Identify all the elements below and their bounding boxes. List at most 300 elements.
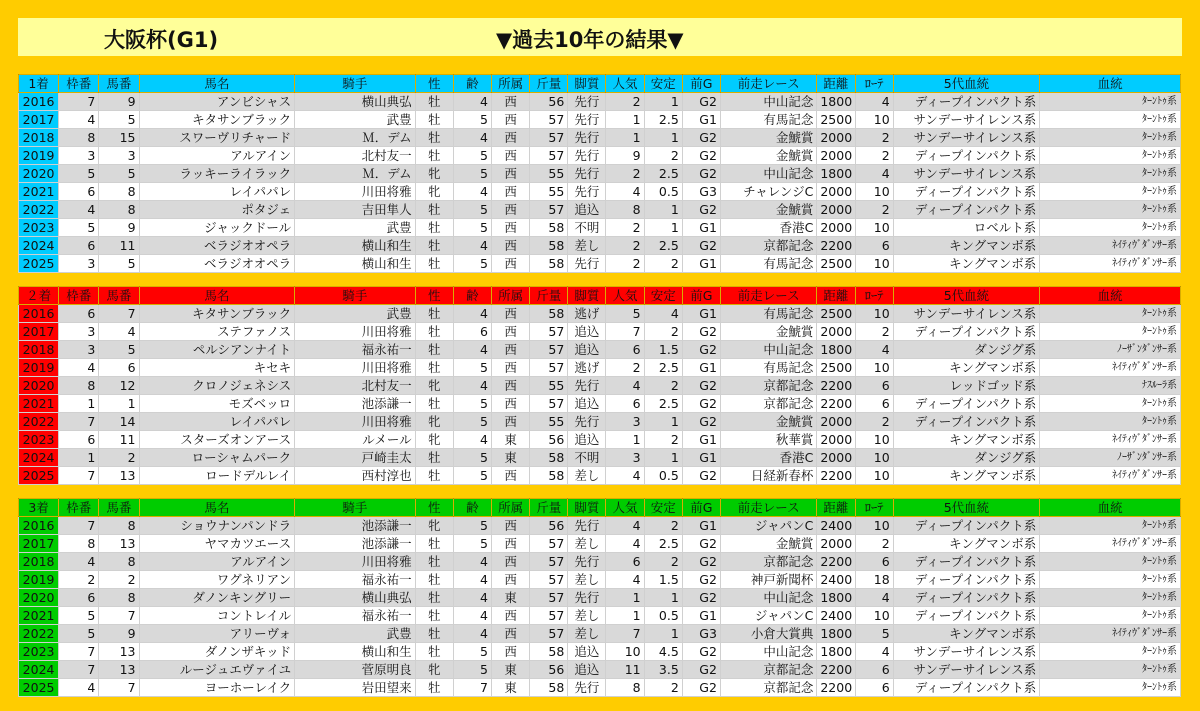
style-cell: 先行 [568, 147, 606, 165]
year-cell: 2020 [19, 165, 59, 183]
prev-race-cell: 神戸新聞杯 [720, 571, 816, 589]
sex-cell: 牡 [415, 305, 453, 323]
year-cell: 2022 [19, 625, 59, 643]
bloodline-cell: ﾀｰﾝﾄｩ系 [1040, 589, 1181, 607]
popularity-cell: 1 [606, 111, 644, 129]
popularity-cell: 4 [606, 183, 644, 201]
frame-cell: 2 [59, 571, 99, 589]
table-row [19, 147, 1181, 165]
year-cell: 2025 [19, 467, 59, 485]
column-header: 5代血統 [893, 287, 1040, 305]
popularity-cell: 8 [606, 679, 644, 697]
number-cell: 13 [99, 535, 139, 553]
popularity-cell: 2 [606, 93, 644, 111]
column-header: 距離 [817, 75, 855, 93]
rotation-cell: 4 [855, 93, 893, 111]
column-header: 距離 [817, 287, 855, 305]
column-header: ﾛｰﾃ [855, 287, 893, 305]
age-cell: 4 [453, 553, 491, 571]
bloodline-5gen-cell: キングマンボ系 [893, 535, 1040, 553]
horse-cell: ベラジオオペラ [139, 237, 295, 255]
style-cell: 先行 [568, 679, 606, 697]
distance-cell: 2200 [817, 661, 855, 679]
place-label: 1着 [19, 75, 59, 93]
results-heading: ▼過去10年の結果▼ [496, 28, 684, 52]
bloodline-5gen-cell: サンデーサイレンス系 [893, 305, 1040, 323]
bloodline-5gen-cell: サンデーサイレンス系 [893, 129, 1040, 147]
jockey-cell: 北村友一 [295, 377, 416, 395]
style-cell: 先行 [568, 377, 606, 395]
stability-cell: 1.5 [644, 571, 682, 589]
horse-cell: ポタジェ [139, 201, 295, 219]
stability-cell: 1 [644, 413, 682, 431]
bloodline-5gen-cell: キングマンボ系 [893, 625, 1040, 643]
sex-cell: 牡 [415, 93, 453, 111]
number-cell: 8 [99, 553, 139, 571]
weight-cell: 55 [530, 183, 568, 201]
prev-race-cell: 京都記念 [720, 237, 816, 255]
age-cell: 5 [453, 147, 491, 165]
style-cell: 差し [568, 535, 606, 553]
age-cell: 5 [453, 255, 491, 273]
rotation-cell: 10 [855, 431, 893, 449]
column-header: 人気 [606, 287, 644, 305]
frame-cell: 4 [59, 201, 99, 219]
age-cell: 5 [453, 643, 491, 661]
year-cell: 2020 [19, 377, 59, 395]
prev-race-cell: 京都記念 [720, 553, 816, 571]
rotation-cell: 2 [855, 147, 893, 165]
age-cell: 4 [453, 183, 491, 201]
frame-cell: 1 [59, 395, 99, 413]
popularity-cell: 3 [606, 413, 644, 431]
table-header [19, 499, 1181, 517]
prev-grade-cell: G1 [682, 255, 720, 273]
prev-race-cell: 中山記念 [720, 341, 816, 359]
year-cell: 2016 [19, 93, 59, 111]
frame-cell: 7 [59, 661, 99, 679]
results-table-1st [18, 74, 1181, 273]
bloodline-cell: ﾀｰﾝﾄｩ系 [1040, 607, 1181, 625]
bloodline-cell: ﾀｰﾝﾄｩ系 [1040, 553, 1181, 571]
column-header: 馬名 [139, 75, 295, 93]
jockey-cell: ルメール [295, 431, 416, 449]
jockey-cell: 武豊 [295, 219, 416, 237]
sex-cell: 牡 [415, 201, 453, 219]
style-cell: 先行 [568, 129, 606, 147]
bloodline-cell: ﾀｰﾝﾄｩ系 [1040, 147, 1181, 165]
bloodline-5gen-cell: サンデーサイレンス系 [893, 643, 1040, 661]
number-cell: 2 [99, 449, 139, 467]
stability-cell: 2.5 [644, 237, 682, 255]
sex-cell: 牡 [415, 129, 453, 147]
year-cell: 2023 [19, 219, 59, 237]
style-cell: 先行 [568, 255, 606, 273]
popularity-cell: 8 [606, 201, 644, 219]
stability-cell: 2 [644, 517, 682, 535]
year-cell: 2024 [19, 449, 59, 467]
weight-cell: 57 [530, 589, 568, 607]
table-row [19, 589, 1181, 607]
distance-cell: 2000 [817, 219, 855, 237]
stable-cell: 東 [492, 589, 530, 607]
prev-grade-cell: G1 [682, 607, 720, 625]
column-header: 性 [415, 287, 453, 305]
sex-cell: 牝 [415, 377, 453, 395]
number-cell: 1 [99, 395, 139, 413]
number-cell: 13 [99, 467, 139, 485]
weight-cell: 57 [530, 111, 568, 129]
prev-grade-cell: G3 [682, 625, 720, 643]
column-header: 斤量 [530, 499, 568, 517]
style-cell: 差し [568, 237, 606, 255]
bloodline-5gen-cell: ディープインパクト系 [893, 413, 1040, 431]
sex-cell: 牡 [415, 323, 453, 341]
horse-cell: ダノンキングリー [139, 589, 295, 607]
frame-cell: 1 [59, 449, 99, 467]
number-cell: 9 [99, 625, 139, 643]
style-cell: 差し [568, 625, 606, 643]
frame-cell: 4 [59, 359, 99, 377]
horse-cell: ベラジオオペラ [139, 255, 295, 273]
horse-cell: キタサンブラック [139, 305, 295, 323]
horse-cell: コントレイル [139, 607, 295, 625]
table-row [19, 359, 1181, 377]
year-cell: 2018 [19, 553, 59, 571]
year-cell: 2023 [19, 643, 59, 661]
bloodline-cell: ﾈｲﾃｨｳﾞﾀﾞﾝｻｰ系 [1040, 535, 1181, 553]
table-row [19, 449, 1181, 467]
number-cell: 11 [99, 431, 139, 449]
table-row [19, 93, 1181, 111]
results-table-2nd [18, 286, 1181, 485]
number-cell: 2 [99, 571, 139, 589]
stability-cell: 2 [644, 255, 682, 273]
popularity-cell: 1 [606, 431, 644, 449]
column-header: 枠番 [59, 287, 99, 305]
rotation-cell: 10 [855, 305, 893, 323]
bloodline-cell: ﾀｰﾝﾄｩ系 [1040, 679, 1181, 697]
bloodline-5gen-cell: ディープインパクト系 [893, 679, 1040, 697]
style-cell: 不明 [568, 219, 606, 237]
number-cell: 13 [99, 643, 139, 661]
jockey-cell: 西村淳也 [295, 467, 416, 485]
style-cell: 追込 [568, 201, 606, 219]
bloodline-cell: ﾀｰﾝﾄｩ系 [1040, 413, 1181, 431]
rotation-cell: 10 [855, 449, 893, 467]
age-cell: 5 [453, 467, 491, 485]
jockey-cell: 池添謙一 [295, 535, 416, 553]
bloodline-cell: ﾀｰﾝﾄｩ系 [1040, 219, 1181, 237]
sex-cell: 牡 [415, 147, 453, 165]
distance-cell: 2400 [817, 607, 855, 625]
popularity-cell: 2 [606, 219, 644, 237]
weight-cell: 58 [530, 643, 568, 661]
number-cell: 14 [99, 413, 139, 431]
style-cell: 逃げ [568, 305, 606, 323]
horse-cell: レイパパレ [139, 413, 295, 431]
stability-cell: 0.5 [644, 607, 682, 625]
horse-cell: ルージュエヴァイユ [139, 661, 295, 679]
bloodline-5gen-cell: キングマンボ系 [893, 255, 1040, 273]
prev-race-cell: 中山記念 [720, 643, 816, 661]
jockey-cell: 福永祐一 [295, 607, 416, 625]
prev-race-cell: 金鯱賞 [720, 413, 816, 431]
bloodline-cell: ﾀｰﾝﾄｩ系 [1040, 323, 1181, 341]
frame-cell: 7 [59, 413, 99, 431]
age-cell: 5 [453, 165, 491, 183]
horse-cell: ショウナンパンドラ [139, 517, 295, 535]
age-cell: 4 [453, 589, 491, 607]
prev-grade-cell: G1 [682, 517, 720, 535]
distance-cell: 1800 [817, 643, 855, 661]
prev-race-cell: 金鯱賞 [720, 129, 816, 147]
popularity-cell: 5 [606, 305, 644, 323]
stability-cell: 4.5 [644, 643, 682, 661]
distance-cell: 2000 [817, 449, 855, 467]
weight-cell: 57 [530, 323, 568, 341]
bloodline-cell: ﾀｰﾝﾄｩ系 [1040, 643, 1181, 661]
horse-cell: アルアイン [139, 147, 295, 165]
rotation-cell: 2 [855, 413, 893, 431]
bloodline-cell: ﾀｰﾝﾄｩ系 [1040, 183, 1181, 201]
frame-cell: 6 [59, 183, 99, 201]
horse-cell: ヨーホーレイク [139, 679, 295, 697]
column-header: 騎手 [295, 499, 416, 517]
sex-cell: 牝 [415, 413, 453, 431]
sex-cell: 牡 [415, 395, 453, 413]
bloodline-cell: ﾀｰﾝﾄｩ系 [1040, 305, 1181, 323]
rotation-cell: 10 [855, 607, 893, 625]
sex-cell: 牡 [415, 679, 453, 697]
prev-race-cell: 金鯱賞 [720, 535, 816, 553]
popularity-cell: 4 [606, 571, 644, 589]
prev-race-cell: 中山記念 [720, 589, 816, 607]
table-row [19, 377, 1181, 395]
stability-cell: 2.5 [644, 535, 682, 553]
stable-cell: 西 [492, 93, 530, 111]
weight-cell: 56 [530, 661, 568, 679]
rotation-cell: 6 [855, 395, 893, 413]
distance-cell: 2200 [817, 553, 855, 571]
age-cell: 4 [453, 129, 491, 147]
sex-cell: 牡 [415, 607, 453, 625]
age-cell: 4 [453, 341, 491, 359]
year-cell: 2018 [19, 341, 59, 359]
rotation-cell: 4 [855, 643, 893, 661]
column-header: 馬番 [99, 287, 139, 305]
year-cell: 2017 [19, 323, 59, 341]
age-cell: 4 [453, 607, 491, 625]
prev-grade-cell: G2 [682, 129, 720, 147]
jockey-cell: 戸崎圭太 [295, 449, 416, 467]
title-banner [18, 18, 1182, 56]
age-cell: 4 [453, 571, 491, 589]
bloodline-5gen-cell: サンデーサイレンス系 [893, 661, 1040, 679]
stable-cell: 西 [492, 341, 530, 359]
stability-cell: 1 [644, 449, 682, 467]
age-cell: 6 [453, 323, 491, 341]
column-header: 齢 [453, 287, 491, 305]
sex-cell: 牡 [415, 359, 453, 377]
stable-cell: 西 [492, 553, 530, 571]
bloodline-cell: ﾈｲﾃｨｳﾞﾀﾞﾝｻｰ系 [1040, 467, 1181, 485]
style-cell: 追込 [568, 661, 606, 679]
distance-cell: 2400 [817, 571, 855, 589]
table-row [19, 129, 1181, 147]
popularity-cell: 3 [606, 449, 644, 467]
distance-cell: 2000 [817, 535, 855, 553]
horse-cell: スターズオンアース [139, 431, 295, 449]
jockey-cell: Ｍ．デム [295, 165, 416, 183]
rotation-cell: 2 [855, 129, 893, 147]
prev-race-cell: 有馬記念 [720, 305, 816, 323]
jockey-cell: 福永祐一 [295, 341, 416, 359]
rotation-cell: 10 [855, 359, 893, 377]
frame-cell: 5 [59, 607, 99, 625]
style-cell: 先行 [568, 183, 606, 201]
table-row [19, 571, 1181, 589]
weight-cell: 57 [530, 607, 568, 625]
weight-cell: 56 [530, 93, 568, 111]
prev-race-cell: 香港C [720, 449, 816, 467]
age-cell: 5 [453, 395, 491, 413]
prev-race-cell: 小倉大賞典 [720, 625, 816, 643]
horse-cell: ワグネリアン [139, 571, 295, 589]
bloodline-5gen-cell: ディープインパクト系 [893, 147, 1040, 165]
table-row [19, 431, 1181, 449]
frame-cell: 6 [59, 431, 99, 449]
horse-cell: キタサンブラック [139, 111, 295, 129]
rotation-cell: 4 [855, 341, 893, 359]
jockey-cell: 横山和生 [295, 237, 416, 255]
prev-grade-cell: G2 [682, 413, 720, 431]
bloodline-5gen-cell: キングマンボ系 [893, 431, 1040, 449]
table-row [19, 553, 1181, 571]
prev-grade-cell: G1 [682, 111, 720, 129]
rotation-cell: 10 [855, 255, 893, 273]
column-header: 騎手 [295, 75, 416, 93]
jockey-cell: 川田将雅 [295, 323, 416, 341]
number-cell: 11 [99, 237, 139, 255]
table-row [19, 661, 1181, 679]
column-header: 斤量 [530, 75, 568, 93]
rotation-cell: 10 [855, 111, 893, 129]
prev-grade-cell: G2 [682, 165, 720, 183]
weight-cell: 56 [530, 517, 568, 535]
year-cell: 2024 [19, 661, 59, 679]
prev-grade-cell: G2 [682, 395, 720, 413]
table-row [19, 679, 1181, 697]
age-cell: 4 [453, 431, 491, 449]
sex-cell: 牝 [415, 661, 453, 679]
weight-cell: 57 [530, 535, 568, 553]
weight-cell: 57 [530, 553, 568, 571]
number-cell: 5 [99, 111, 139, 129]
horse-cell: ペルシアンナイト [139, 341, 295, 359]
stability-cell: 2 [644, 679, 682, 697]
bloodline-cell: ﾉｰｻﾞﾝﾀﾞﾝｻｰ系 [1040, 449, 1181, 467]
horse-cell: ステファノス [139, 323, 295, 341]
style-cell: 追込 [568, 431, 606, 449]
frame-cell: 7 [59, 467, 99, 485]
style-cell: 追込 [568, 643, 606, 661]
jockey-cell: 菅原明良 [295, 661, 416, 679]
distance-cell: 2200 [817, 679, 855, 697]
column-header: 5代血統 [893, 499, 1040, 517]
horse-cell: ダノンザキッド [139, 643, 295, 661]
distance-cell: 1800 [817, 93, 855, 111]
weight-cell: 58 [530, 219, 568, 237]
rotation-cell: 2 [855, 535, 893, 553]
rotation-cell: 4 [855, 165, 893, 183]
stable-cell: 東 [492, 661, 530, 679]
popularity-cell: 11 [606, 661, 644, 679]
age-cell: 5 [453, 449, 491, 467]
sex-cell: 牡 [415, 535, 453, 553]
table-row [19, 323, 1181, 341]
horse-cell: ヤマカツエース [139, 535, 295, 553]
prev-race-cell: 日経新春杯 [720, 467, 816, 485]
stability-cell: 1.5 [644, 341, 682, 359]
jockey-cell: Ｍ．デム [295, 129, 416, 147]
rotation-cell: 6 [855, 661, 893, 679]
horse-cell: ラッキーライラック [139, 165, 295, 183]
prev-grade-cell: G3 [682, 183, 720, 201]
bloodline-5gen-cell: ディープインパクト系 [893, 201, 1040, 219]
column-header: 安定 [644, 75, 682, 93]
popularity-cell: 7 [606, 625, 644, 643]
prev-grade-cell: G2 [682, 377, 720, 395]
prev-grade-cell: G2 [682, 467, 720, 485]
rotation-cell: 2 [855, 201, 893, 219]
prev-grade-cell: G2 [682, 643, 720, 661]
stable-cell: 西 [492, 255, 530, 273]
column-header: 前走レース [720, 75, 816, 93]
jockey-cell: 岩田望来 [295, 679, 416, 697]
prev-grade-cell: G2 [682, 553, 720, 571]
prev-race-cell: 京都記念 [720, 395, 816, 413]
column-header: 所属 [492, 499, 530, 517]
distance-cell: 2200 [817, 467, 855, 485]
year-cell: 2022 [19, 413, 59, 431]
column-header: 枠番 [59, 75, 99, 93]
age-cell: 4 [453, 377, 491, 395]
weight-cell: 58 [530, 305, 568, 323]
year-cell: 2021 [19, 395, 59, 413]
table-row [19, 183, 1181, 201]
bloodline-cell: ﾀｰﾝﾄｩ系 [1040, 111, 1181, 129]
rotation-cell: 2 [855, 323, 893, 341]
year-cell: 2017 [19, 111, 59, 129]
weight-cell: 57 [530, 147, 568, 165]
weight-cell: 55 [530, 413, 568, 431]
stability-cell: 2.5 [644, 111, 682, 129]
style-cell: 追込 [568, 323, 606, 341]
distance-cell: 2000 [817, 323, 855, 341]
table-row [19, 305, 1181, 323]
frame-cell: 7 [59, 643, 99, 661]
frame-cell: 8 [59, 535, 99, 553]
distance-cell: 2200 [817, 237, 855, 255]
table-row [19, 219, 1181, 237]
column-header: 人気 [606, 75, 644, 93]
distance-cell: 2000 [817, 431, 855, 449]
popularity-cell: 4 [606, 467, 644, 485]
table-header [19, 75, 1181, 93]
sex-cell: 牡 [415, 237, 453, 255]
year-cell: 2025 [19, 255, 59, 273]
